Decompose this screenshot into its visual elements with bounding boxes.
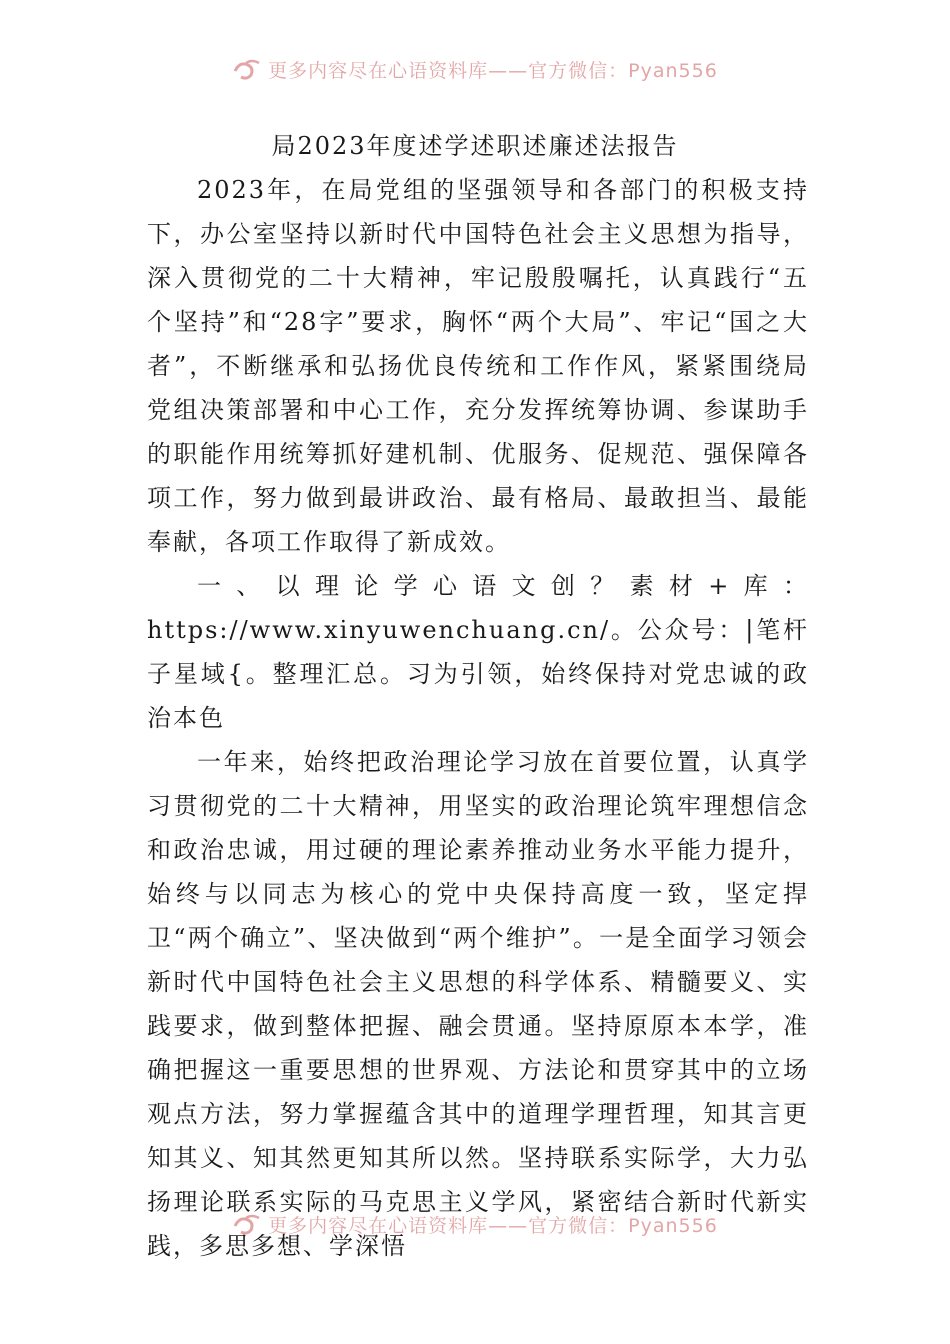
watermark-text: 更多内容尽在心语资料库——官方微信：Pyan556 [268,1214,718,1237]
watermark-logo-icon [232,57,262,81]
section-heading: 一、以理论学心语文创？素材+库：https://www.xinyuwenchuang.cn/。公众号：|笔杆子星域{。整理汇总。习为引领，始终保持对党忠诚的政治本色 [147,572,809,732]
watermark-footer [0,1207,950,1241]
paragraph-intro: 2023年，在局党组的坚强领导和各部门的积极支持下，办公室坚持以新时代中国特色社会主义思想为指导，深入贯彻党的二十大精神，牢记殷殷嘱托，认真践行“五个坚持”和“28字”要求，胸怀“两个大局”、牢记“国之大者”，不断继承和弘扬优良传统和工作作风，紧紧围绕局党组决策部署和中心工作，充分发挥统筹协调、参谋助手的职能作用统筹抓好建机制、优服务、促规范、强保障各项工作，努力做到最讲政治、最有格局、最敢担当、最能奉献，各项工作取得了新成效。 [147,176,809,556]
paragraph-section-1: 一年来，始终把政治理论学习放在首要位置，认真学习贯彻党的二十大精神，用坚实的政治理论筑牢理想信念和政治忠诚，用过硬的理论素养推动业务水平能力提升，始终与以同志为核心的党中央保持高度一致，坚定捍卫“两个确立”、坚决做到“两个维护”。一是全面学习领会新时代中国特色社会主义思想的科学体系、精髓要义、实践要求，做到整体把握、融会贯通。坚持原原本本学，准确把握这一重要思想的世界观、方法论和贯穿其中的立场观点方法，努力掌握蕴含其中的道理学理哲理，知其言更知其义、知其然更知其所以然。坚持联系实际学，大力弘扬理论联系实际的马克思主义学风，紧密结合新时代新实践，多思多想、学深悟 [147,748,809,1260]
document-body [147,168,809,1268]
watermark-logo-icon [232,1212,262,1236]
document-title: 局2023年度述学述职述廉述法报告 [271,132,679,160]
watermark-header [0,52,950,86]
watermark-text: 更多内容尽在心语资料库——官方微信：Pyan556 [268,59,718,82]
